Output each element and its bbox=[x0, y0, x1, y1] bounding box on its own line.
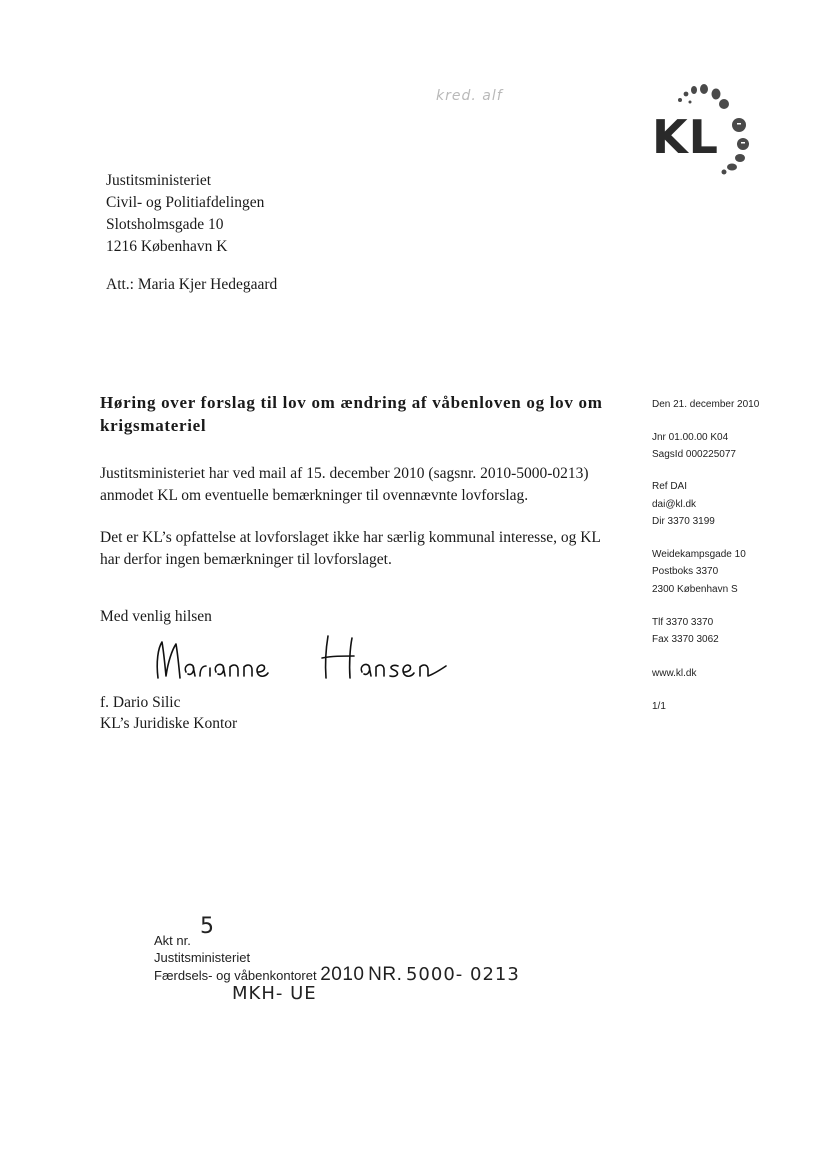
stamp-akt-number: 5 bbox=[200, 914, 215, 939]
letter-heading: Høring over forslag til lov om ændring af våbenloven og lov om krigsmateriel bbox=[100, 393, 603, 435]
signer-office: KL’s Juridiske Kontor bbox=[100, 715, 238, 732]
sidebar-sagsid: SagsId 000225077 bbox=[652, 449, 736, 460]
sidebar-tlf: Tlf 3370 3370 bbox=[652, 617, 714, 628]
stamp-year: 2010 bbox=[320, 964, 365, 985]
sidebar-postbox: Postboks 3370 bbox=[652, 566, 719, 577]
stamp-office: Færdsels- og våbenkontoret bbox=[154, 968, 317, 983]
handwritten-signature bbox=[150, 632, 460, 688]
sidebar-city: 2300 København S bbox=[652, 584, 738, 595]
sidebar-fax: Fax 3370 3062 bbox=[652, 634, 719, 645]
sidebar-email: dai@kl.dk bbox=[652, 499, 697, 510]
sidebar-page: 1/1 bbox=[652, 701, 666, 712]
greeting: Med venlig hilsen bbox=[100, 608, 212, 625]
stamp-akt-label: Akt nr. bbox=[154, 933, 191, 948]
recipient-line: Justitsministeriet bbox=[106, 172, 212, 189]
sidebar-street: Weidekampsgade 10 bbox=[652, 549, 746, 560]
letter-paragraph-1: Justitsministeriet har ved mail af 15. december 2010 (sagsnr. 2010-5000-0213) anmodet KL om eventuelle bemærkninger til ovennævnte lovforslag. bbox=[100, 465, 589, 504]
recipient-line: Slotsholmsgade 10 bbox=[106, 216, 224, 233]
faint-received-stamp: kred. alf bbox=[436, 88, 503, 104]
kl-logo-text: KL bbox=[652, 110, 719, 164]
stamp-office-row bbox=[154, 966, 520, 984]
kl-logo bbox=[640, 78, 760, 178]
stamp-nr-label: NR. bbox=[368, 964, 403, 985]
stamp-case-number: 5000- 0213 bbox=[405, 964, 520, 985]
stamp-initials: MKH- UE bbox=[232, 983, 317, 1004]
stamp-ministry: Justitsministeriet bbox=[154, 950, 251, 965]
sidebar-web: www.kl.dk bbox=[652, 668, 697, 679]
attention-line: Att.: Maria Kjer Hedegaard bbox=[106, 276, 278, 293]
sidebar-ref: Ref DAI bbox=[652, 481, 688, 492]
recipient-address bbox=[106, 170, 264, 258]
signer-name: f. Dario Silic bbox=[100, 694, 181, 711]
sidebar-jnr: Jnr 01.00.00 K04 bbox=[652, 432, 729, 443]
signer-block bbox=[100, 692, 237, 734]
letter-paragraph-2: Det er KL’s opfattelse at lovforslaget ikke har særlig kommunal interesse, og KL har derfor ingen bemærkninger til lovforslaget. bbox=[100, 529, 601, 568]
recipient-line: Civil- og Politiafdelingen bbox=[106, 194, 265, 211]
sidebar-dir: Dir 3370 3199 bbox=[652, 516, 715, 527]
sidebar-date: Den 21. december 2010 bbox=[652, 399, 760, 410]
recipient-line: 1216 København K bbox=[106, 238, 228, 255]
